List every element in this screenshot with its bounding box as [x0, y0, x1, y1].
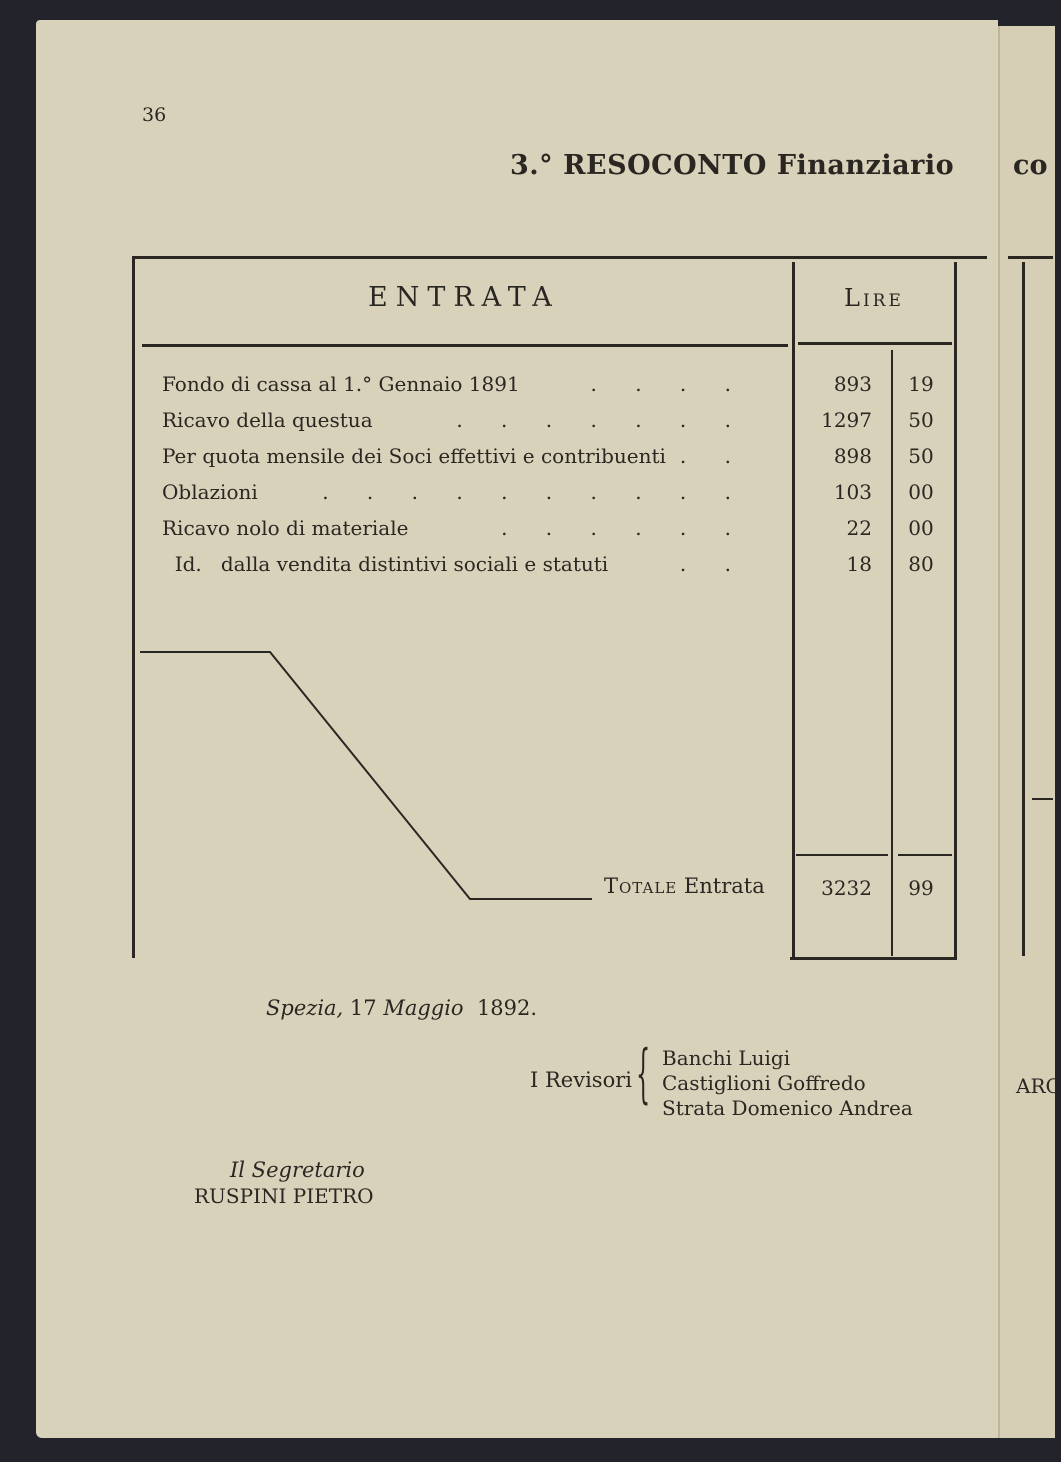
- total-label: [604, 874, 765, 898]
- revisori-label: I Revisori: [530, 1068, 632, 1092]
- brace-icon: {: [636, 1037, 651, 1111]
- total-centesimi: 99: [908, 876, 934, 900]
- facing-page-text-fragment: ARC: [1016, 1074, 1061, 1098]
- revisore-name: Banchi Luigi: [662, 1046, 791, 1070]
- total-label-smallcaps: Totale: [604, 874, 678, 898]
- year: 1892.: [463, 996, 538, 1020]
- table-row: [162, 480, 782, 510]
- total-rule-lire: [796, 854, 888, 856]
- table-top-rule: [132, 256, 987, 259]
- day: 17: [343, 996, 384, 1020]
- revisori-names: [662, 1046, 913, 1121]
- amount-lire: 1297: [821, 408, 872, 432]
- table-row: [162, 372, 782, 402]
- amount-centesimi: 00: [908, 480, 934, 504]
- table-right-border: [954, 262, 957, 960]
- row-leader-dots: . .: [679, 552, 747, 576]
- place: Spezia,: [266, 996, 344, 1020]
- facing-table-border: [1022, 262, 1025, 956]
- cents-divider: [891, 350, 893, 956]
- facing-page-edge: [998, 26, 1055, 1438]
- facing-table-top-rule: [1008, 256, 1053, 259]
- row-leader-dots: . . . . . . .: [456, 408, 747, 432]
- amount-centesimi: 00: [908, 516, 934, 540]
- revisore-name: Strata Domenico Andrea: [662, 1096, 913, 1120]
- row-description: Oblazioni: [162, 480, 258, 504]
- table-row: [162, 552, 782, 582]
- total-lire: 3232: [821, 876, 872, 900]
- row-description: Id. dalla vendita distintivi sociali e statuti: [162, 552, 609, 576]
- table-bottom-rule: [790, 957, 956, 960]
- table-column-divider: [792, 262, 795, 960]
- row-leader-dots: . . . . . . . . . .: [322, 480, 747, 504]
- header-rule-right: [798, 342, 952, 345]
- page-title: 3.° RESOCONTO Finanziario: [510, 150, 955, 181]
- month: Maggio: [383, 996, 464, 1020]
- amount-lire: 103: [833, 480, 872, 504]
- row-description: Per quota mensile dei Soci effettivi e contribuenti: [162, 444, 666, 468]
- header-lire: Lire: [844, 284, 904, 312]
- amount-lire: 893: [833, 372, 872, 396]
- amount-centesimi: 19: [908, 372, 934, 396]
- place-date: [266, 996, 537, 1020]
- amount-centesimi: 80: [908, 552, 934, 576]
- table-row: [162, 516, 782, 546]
- facing-table-rule: [1032, 798, 1053, 800]
- page-number: 36: [142, 104, 167, 126]
- table-row: [162, 408, 782, 438]
- amount-lire: 898: [833, 444, 872, 468]
- table-row: [162, 444, 782, 474]
- header-rule-left: [142, 344, 788, 347]
- row-leader-dots: . .: [679, 444, 747, 468]
- filler-stroke: [136, 640, 606, 910]
- amount-centesimi: 50: [908, 444, 934, 468]
- row-leader-dots: . . . .: [590, 372, 747, 396]
- amount-lire: 22: [846, 516, 872, 540]
- revisore-name: Castiglioni Goffredo: [662, 1071, 866, 1095]
- segretario-name: RUSPINI PIETRO: [194, 1184, 374, 1208]
- header-entrata: ENTRATA: [368, 282, 560, 313]
- facing-page-title-fragment: co: [1013, 150, 1048, 181]
- row-description: Fondo di cassa al 1.° Gennaio 1891: [162, 372, 520, 396]
- amount-lire: 18: [846, 552, 872, 576]
- row-description: Ricavo della questua: [162, 408, 373, 432]
- segretario-title: Il Segretario: [230, 1158, 365, 1182]
- amount-centesimi: 50: [908, 408, 934, 432]
- row-description: Ricavo nolo di materiale: [162, 516, 409, 540]
- row-leader-dots: . . . . . .: [501, 516, 747, 540]
- table-left-border: [132, 256, 135, 958]
- total-label-rest: Entrata: [677, 874, 765, 898]
- total-rule-cents: [898, 854, 952, 856]
